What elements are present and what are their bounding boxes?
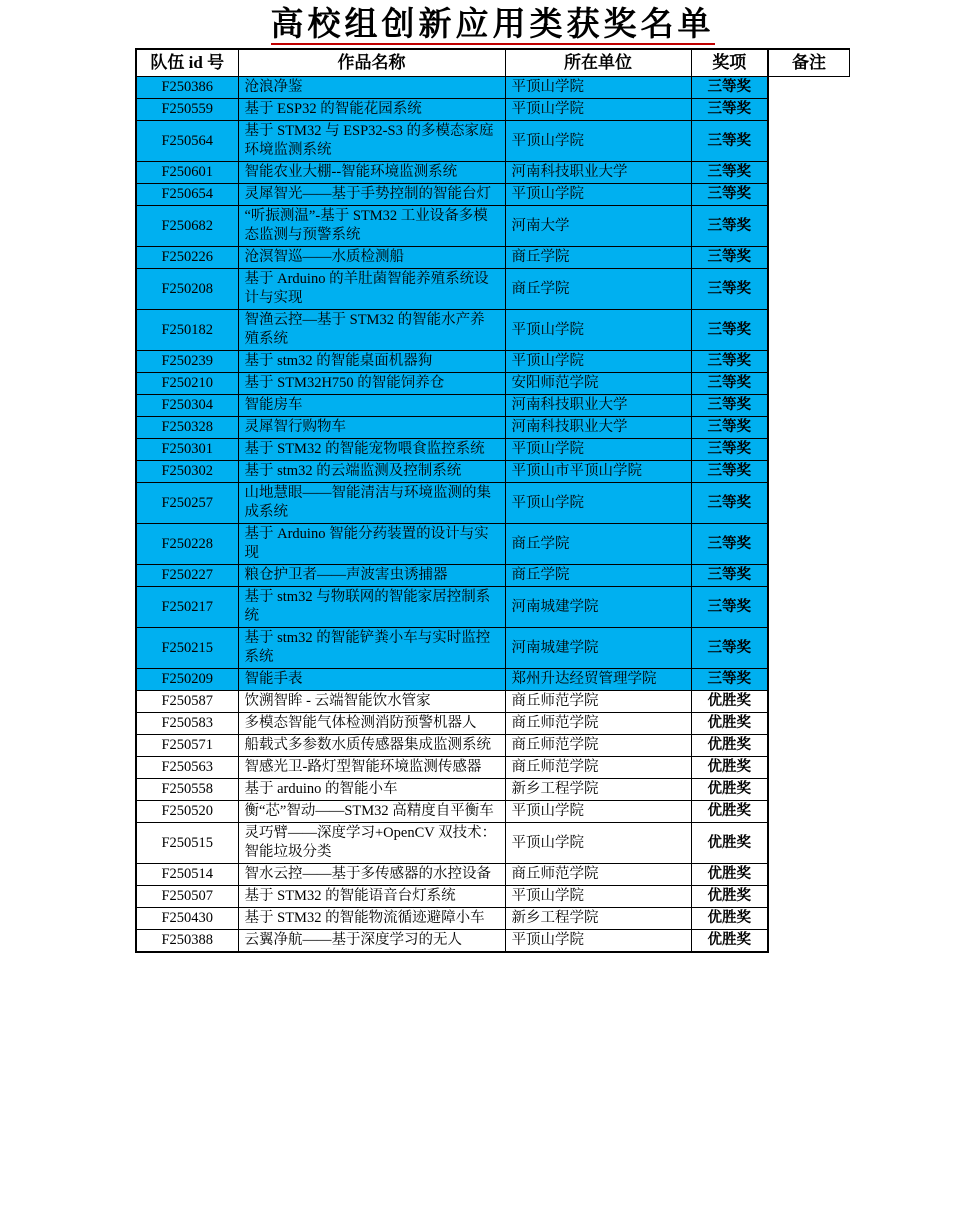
team-id-cell: F250210 xyxy=(136,373,238,395)
work-title-cell: “听振测温”-基于 STM32 工业设备多模态监测与预警系统 xyxy=(238,206,505,247)
org-cell: 商丘学院 xyxy=(505,524,691,565)
org-cell: 安阳师范学院 xyxy=(505,373,691,395)
org-cell: 河南城建学院 xyxy=(505,587,691,628)
team-id-cell: F250583 xyxy=(136,713,238,735)
table-row xyxy=(136,587,768,628)
table-row xyxy=(136,930,768,953)
org-cell: 平顶山学院 xyxy=(505,351,691,373)
work-title-cell: 基于 arduino 的智能小车 xyxy=(238,779,505,801)
table-row xyxy=(136,779,768,801)
work-title-cell: 智水云控——基于多传感器的水控设备 xyxy=(238,864,505,886)
award-cell: 优胜奖 xyxy=(691,779,768,801)
award-cell: 优胜奖 xyxy=(691,691,768,713)
work-title-cell: 基于 stm32 的智能桌面机器狗 xyxy=(238,351,505,373)
table-row xyxy=(136,269,768,310)
work-title-cell: 基于 STM32 与 ESP32-S3 的多模态家庭环境监测系统 xyxy=(238,121,505,162)
column-header-org: 所在单位 xyxy=(505,49,691,77)
table-row xyxy=(136,373,768,395)
table-row xyxy=(136,524,768,565)
team-id-cell: F250239 xyxy=(136,351,238,373)
work-title-cell: 粮仓护卫者——声波害虫诱捕器 xyxy=(238,565,505,587)
column-header-award: 奖项 xyxy=(691,49,768,77)
work-title-cell: 饮溯智眸 - 云端智能饮水管家 xyxy=(238,691,505,713)
table-row xyxy=(136,247,768,269)
table-row xyxy=(136,395,768,417)
org-cell: 平顶山学院 xyxy=(505,823,691,864)
team-id-cell: F250386 xyxy=(136,77,238,99)
table-row xyxy=(136,351,768,373)
org-cell: 商丘师范学院 xyxy=(505,757,691,779)
column-header-team-id: 队伍 id 号 xyxy=(136,49,238,77)
work-title-cell: 智渔云控—基于 STM32 的智能水产养殖系统 xyxy=(238,310,505,351)
award-cell: 三等奖 xyxy=(691,439,768,461)
table-row xyxy=(136,691,768,713)
org-cell: 河南大学 xyxy=(505,206,691,247)
table-row xyxy=(136,417,768,439)
org-cell: 平顶山学院 xyxy=(505,121,691,162)
award-cell: 三等奖 xyxy=(691,184,768,206)
team-id-cell: F250217 xyxy=(136,587,238,628)
team-id-cell: F250215 xyxy=(136,628,238,669)
table-row xyxy=(136,669,768,691)
team-id-cell: F250587 xyxy=(136,691,238,713)
title-area xyxy=(135,6,850,45)
award-cell: 优胜奖 xyxy=(691,886,768,908)
table-row xyxy=(136,801,768,823)
award-cell: 三等奖 xyxy=(691,247,768,269)
work-title-cell: 智能房车 xyxy=(238,395,505,417)
org-cell: 商丘学院 xyxy=(505,247,691,269)
award-cell: 三等奖 xyxy=(691,373,768,395)
org-cell: 河南城建学院 xyxy=(505,628,691,669)
award-cell: 优胜奖 xyxy=(691,801,768,823)
table-row xyxy=(136,713,768,735)
org-cell: 商丘师范学院 xyxy=(505,735,691,757)
award-cell: 三等奖 xyxy=(691,269,768,310)
team-id-cell: F250514 xyxy=(136,864,238,886)
award-cell: 三等奖 xyxy=(691,395,768,417)
table-row xyxy=(136,77,768,99)
table-row xyxy=(136,483,768,524)
award-cell: 三等奖 xyxy=(691,524,768,565)
team-id-cell: F250563 xyxy=(136,757,238,779)
award-cell: 三等奖 xyxy=(691,417,768,439)
award-cell: 优胜奖 xyxy=(691,864,768,886)
org-cell: 平顶山学院 xyxy=(505,310,691,351)
table-row xyxy=(136,823,768,864)
award-cell: 三等奖 xyxy=(691,483,768,524)
work-title-cell: 智能手表 xyxy=(238,669,505,691)
award-cell: 三等奖 xyxy=(691,162,768,184)
work-title-cell: 基于 stm32 与物联网的智能家居控制系统 xyxy=(238,587,505,628)
org-cell: 平顶山学院 xyxy=(505,801,691,823)
table-row xyxy=(136,908,768,930)
team-id-cell: F250228 xyxy=(136,524,238,565)
award-cell: 优胜奖 xyxy=(691,757,768,779)
team-id-cell: F250654 xyxy=(136,184,238,206)
award-cell: 三等奖 xyxy=(691,351,768,373)
award-cell: 三等奖 xyxy=(691,628,768,669)
work-title-cell: 衡“芯”智动——STM32 高精度自平衡车 xyxy=(238,801,505,823)
team-id-cell: F250520 xyxy=(136,801,238,823)
org-cell: 商丘学院 xyxy=(505,565,691,587)
work-title-cell: 山地慧眼——智能清洁与环境监测的集成系统 xyxy=(238,483,505,524)
work-title-cell: 基于 STM32 的智能物流循迹避障小车 xyxy=(238,908,505,930)
work-title-cell: 基于 stm32 的云端监测及控制系统 xyxy=(238,461,505,483)
award-cell: 三等奖 xyxy=(691,461,768,483)
table-row xyxy=(136,886,768,908)
award-cell: 优胜奖 xyxy=(691,735,768,757)
award-cell: 优胜奖 xyxy=(691,713,768,735)
team-id-cell: F250564 xyxy=(136,121,238,162)
award-cell: 优胜奖 xyxy=(691,908,768,930)
team-id-cell: F250601 xyxy=(136,162,238,184)
work-title-cell: 沧溟智巡——水质检测船 xyxy=(238,247,505,269)
award-table-body xyxy=(136,77,768,953)
team-id-cell: F250559 xyxy=(136,99,238,121)
team-id-cell: F250302 xyxy=(136,461,238,483)
work-title-cell: 多模态智能气体检测消防预警机器人 xyxy=(238,713,505,735)
award-cell: 优胜奖 xyxy=(691,823,768,864)
team-id-cell: F250226 xyxy=(136,247,238,269)
award-cell: 三等奖 xyxy=(691,77,768,99)
column-header-remark: 备注 xyxy=(769,48,850,77)
award-cell: 三等奖 xyxy=(691,121,768,162)
work-title-cell: 基于 STM32H750 的智能饲养仓 xyxy=(238,373,505,395)
org-cell: 平顶山学院 xyxy=(505,886,691,908)
org-cell: 河南科技职业大学 xyxy=(505,162,691,184)
team-id-cell: F250301 xyxy=(136,439,238,461)
work-title-cell: 基于 STM32 的智能宠物喂食监控系统 xyxy=(238,439,505,461)
org-cell: 商丘师范学院 xyxy=(505,713,691,735)
team-id-cell: F250388 xyxy=(136,930,238,953)
table-row xyxy=(136,628,768,669)
table-row xyxy=(136,864,768,886)
award-cell: 优胜奖 xyxy=(691,930,768,953)
table-zone xyxy=(135,48,850,953)
team-id-cell: F250682 xyxy=(136,206,238,247)
team-id-cell: F250515 xyxy=(136,823,238,864)
org-cell: 商丘师范学院 xyxy=(505,691,691,713)
table-header-row xyxy=(136,49,768,77)
award-cell: 三等奖 xyxy=(691,310,768,351)
award-cell: 三等奖 xyxy=(691,669,768,691)
work-title-cell: 云翼净航——基于深度学习的无人 xyxy=(238,930,505,953)
table-row xyxy=(136,121,768,162)
table-row xyxy=(136,461,768,483)
column-header-work-name: 作品名称 xyxy=(238,49,505,77)
work-title-cell: 船载式多参数水质传感器集成监测系统 xyxy=(238,735,505,757)
table-row xyxy=(136,735,768,757)
org-cell: 河南科技职业大学 xyxy=(505,417,691,439)
work-title-cell: 基于 stm32 的智能铲粪小车与实时监控系统 xyxy=(238,628,505,669)
award-cell: 三等奖 xyxy=(691,565,768,587)
team-id-cell: F250430 xyxy=(136,908,238,930)
org-cell: 平顶山学院 xyxy=(505,77,691,99)
org-cell: 商丘师范学院 xyxy=(505,864,691,886)
org-cell: 平顶山学院 xyxy=(505,184,691,206)
org-cell: 平顶山学院 xyxy=(505,930,691,953)
team-id-cell: F250507 xyxy=(136,886,238,908)
table-row xyxy=(136,162,768,184)
work-title-cell: 基于 STM32 的智能语音台灯系统 xyxy=(238,886,505,908)
award-cell: 三等奖 xyxy=(691,206,768,247)
org-cell: 平顶山学院 xyxy=(505,439,691,461)
team-id-cell: F250227 xyxy=(136,565,238,587)
work-title-cell: 沧浪净鉴 xyxy=(238,77,505,99)
org-cell: 郑州升达经贸管理学院 xyxy=(505,669,691,691)
work-title-cell: 基于 Arduino 的羊肚菌智能养殖系统设计与实现 xyxy=(238,269,505,310)
org-cell: 平顶山市平顶山学院 xyxy=(505,461,691,483)
work-title-cell: 智能农业大棚--智能环境监测系统 xyxy=(238,162,505,184)
table-row xyxy=(136,184,768,206)
work-title-cell: 灵犀智行购物车 xyxy=(238,417,505,439)
award-document xyxy=(135,6,850,953)
table-row xyxy=(136,206,768,247)
team-id-cell: F250209 xyxy=(136,669,238,691)
work-title-cell: 基于 Arduino 智能分药装置的设计与实现 xyxy=(238,524,505,565)
award-cell: 三等奖 xyxy=(691,587,768,628)
team-id-cell: F250304 xyxy=(136,395,238,417)
award-table xyxy=(135,48,769,953)
table-row xyxy=(136,310,768,351)
org-cell: 平顶山学院 xyxy=(505,99,691,121)
table-row xyxy=(136,439,768,461)
team-id-cell: F250328 xyxy=(136,417,238,439)
work-title-cell: 基于 ESP32 的智能花园系统 xyxy=(238,99,505,121)
org-cell: 平顶山学院 xyxy=(505,483,691,524)
table-row xyxy=(136,757,768,779)
team-id-cell: F250208 xyxy=(136,269,238,310)
work-title-cell: 灵犀智光——基于手势控制的智能台灯 xyxy=(238,184,505,206)
award-cell: 三等奖 xyxy=(691,99,768,121)
table-row xyxy=(136,99,768,121)
org-cell: 新乡工程学院 xyxy=(505,779,691,801)
team-id-cell: F250571 xyxy=(136,735,238,757)
team-id-cell: F250182 xyxy=(136,310,238,351)
org-cell: 新乡工程学院 xyxy=(505,908,691,930)
org-cell: 河南科技职业大学 xyxy=(505,395,691,417)
table-row xyxy=(136,565,768,587)
work-title-cell: 智感光卫-路灯型智能环境监测传感器 xyxy=(238,757,505,779)
team-id-cell: F250558 xyxy=(136,779,238,801)
org-cell: 商丘学院 xyxy=(505,269,691,310)
page-title: 高校组创新应用类获奖名单 xyxy=(271,6,715,45)
work-title-cell: 灵巧臂——深度学习+OpenCV 双技术：智能垃圾分类 xyxy=(238,823,505,864)
team-id-cell: F250257 xyxy=(136,483,238,524)
